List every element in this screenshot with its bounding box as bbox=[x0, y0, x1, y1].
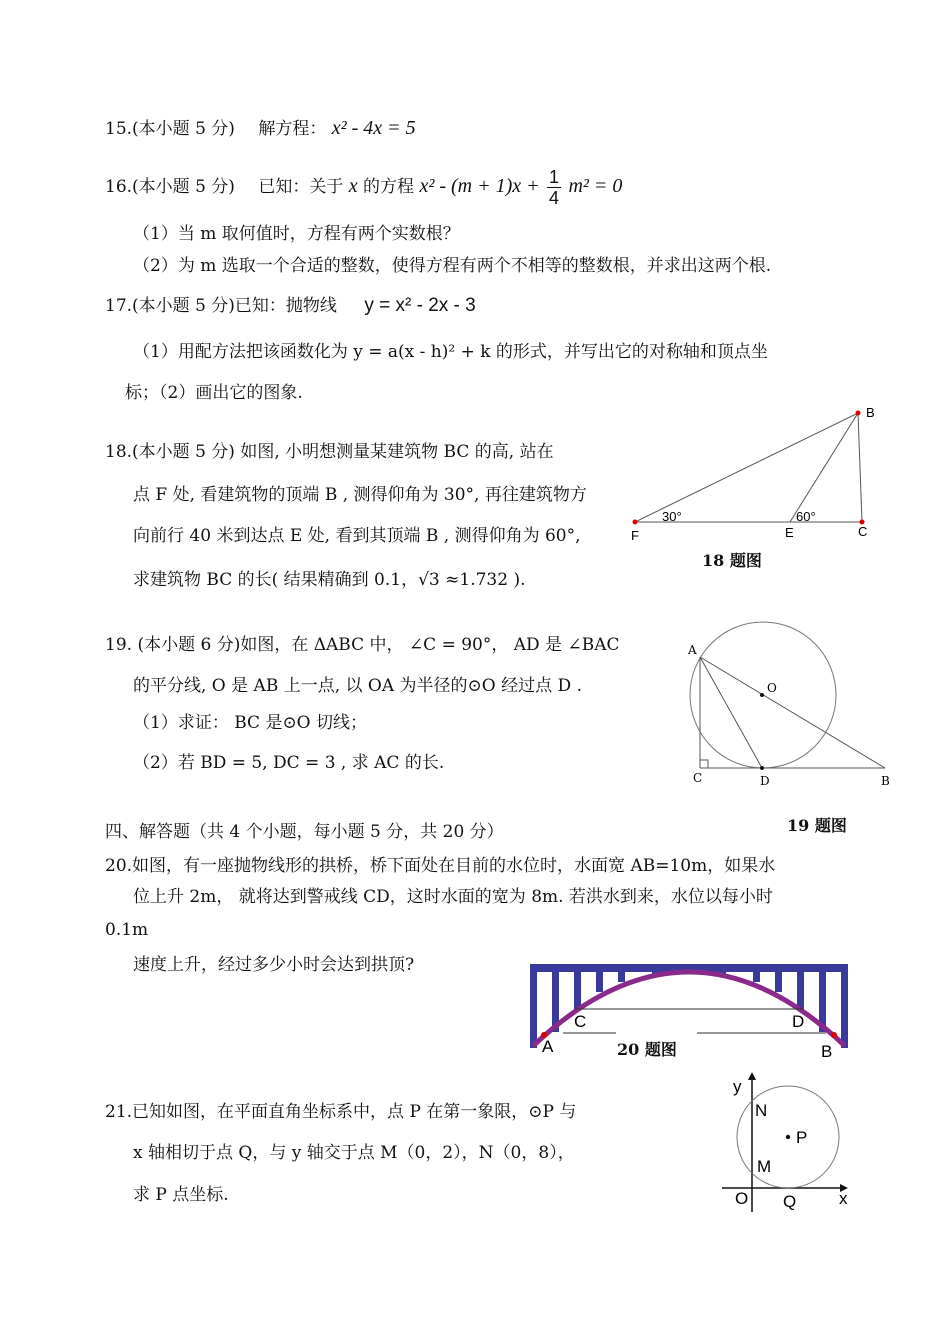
q16-text-a: 已知：关于 bbox=[258, 177, 344, 197]
q20-label-a: A bbox=[542, 1037, 554, 1056]
q19-line2: 的平分线, O 是 AB 上一点, 以 OA 为半径的⊙O 经过点 D . bbox=[133, 676, 582, 696]
q16-eq-a: x² - (m + 1)x + bbox=[419, 175, 540, 197]
q17-part1b: 标；（2）画出它的图象. bbox=[125, 383, 303, 403]
q18-angle-60: 60° bbox=[796, 509, 816, 524]
q20-label-c: C bbox=[574, 1012, 587, 1031]
q21-label-x: x bbox=[839, 1189, 848, 1208]
q19-label-a: A bbox=[688, 643, 697, 657]
q18-line4: 求建筑物 BC 的长( 结果精确到 0.1，√3 ≈1.732 ). bbox=[133, 570, 526, 590]
q20-line3: 0.1m bbox=[105, 920, 149, 940]
section4-heading: 四、解答题（共 4 个小题，每小题 5 分，共 20 分） bbox=[105, 822, 504, 842]
q18-label-c: C bbox=[858, 524, 868, 539]
q21-label-n: N bbox=[755, 1101, 768, 1120]
q15-equation: x² - 4x = 5 bbox=[331, 117, 416, 139]
q17-label: 17.(本小题 5 分)已知：抛物线 bbox=[105, 296, 337, 316]
q20-label-d: D bbox=[792, 1012, 805, 1031]
q21-label-o: O bbox=[735, 1189, 749, 1208]
q17-part1: （1）用配方法把该函数化为 y = a(x - h)² + k 的形式，并写出它的对称轴和顶点坐 bbox=[133, 342, 768, 362]
q20-line1: 20.如图，有一座抛物线形的拱桥，桥下面处在目前的水位时，水面宽 AB=10m，如果水 bbox=[105, 856, 776, 876]
q16-part2: （2）为 m 选取一个合适的整数，使得方程有两个不相等的整数根，并求出这两个根. bbox=[133, 256, 772, 276]
q19-line4: （2）若 BD = 5, DC = 3 , 求 AC 的长. bbox=[133, 753, 445, 773]
q16-part1: （1）当 m 取何值时，方程有两个实数根？ bbox=[133, 224, 460, 244]
q18-caption: 18 题图 bbox=[702, 551, 762, 570]
q15-label: 15.(本小题 5 分) bbox=[105, 119, 235, 139]
q19-label-b: B bbox=[881, 774, 890, 788]
q19-label-d: D bbox=[760, 774, 770, 788]
q21-label-p: P bbox=[796, 1128, 808, 1147]
q19-label-o: O bbox=[767, 681, 777, 695]
q16-frac-den: 4 bbox=[549, 188, 560, 208]
q21-label-y: y bbox=[733, 1077, 742, 1096]
q21-label-m: M bbox=[757, 1157, 772, 1176]
q16-frac-num: 1 bbox=[549, 167, 560, 187]
q17-equation: y = x² - 2x - 3 bbox=[364, 295, 476, 316]
q19-line3: （1）求证： BC 是⊙O 切线； bbox=[133, 713, 368, 733]
q21-line3: 求 P 点坐标. bbox=[133, 1185, 229, 1205]
q20-line2: 位上升 2m， 就将达到警戒线 CD，这时水面的宽为 8m. 若洪水到来，水位以每小时 bbox=[133, 887, 773, 907]
q16-label: 16.(本小题 5 分) bbox=[105, 177, 235, 197]
q16-var: x bbox=[348, 175, 358, 197]
q21-line2: x 轴相切于点 Q，与 y 轴交于点 M（0，2），N（0，8）， bbox=[133, 1143, 575, 1163]
q19-caption: 19 题图 bbox=[787, 816, 847, 835]
q16-text-b: 的方程 bbox=[363, 177, 415, 197]
q18-label-b: B bbox=[866, 405, 875, 420]
q18-line3: 向前行 40 米到达点 E 处, 看到其顶端 B , 测得仰角为 60°, bbox=[133, 526, 581, 546]
q15-text: 解方程： bbox=[258, 119, 327, 139]
q18-label-f: F bbox=[631, 528, 639, 543]
q20-line4: 速度上升，经过多少小时会达到拱顶? bbox=[133, 955, 415, 975]
q18-label-e: E bbox=[785, 525, 794, 540]
q21-line1: 21.已知如图，在平面直角坐标系中，点 P 在第一象限，⊙P 与 bbox=[105, 1102, 577, 1122]
q20-label-b: B bbox=[821, 1042, 833, 1061]
q18-angle-30: 30° bbox=[662, 509, 682, 524]
q18-line2: 点 F 处, 看建筑物的顶端 B , 测得仰角为 30°, 再往建筑物方 bbox=[133, 485, 587, 505]
q16-eq-b: m² = 0 bbox=[568, 175, 623, 197]
q20-caption: 20 题图 bbox=[617, 1040, 677, 1059]
q19-label-c: C bbox=[693, 771, 703, 785]
q21-label-q: Q bbox=[783, 1192, 797, 1211]
q18-line1: 18.(本小题 5 分) 如图, 小明想测量某建筑物 BC 的高, 站在 bbox=[105, 442, 554, 462]
q19-line1: 19. (本小题 6 分)如图，在 ΔABC 中， ∠C = 90°， AD 是 ∠BAC bbox=[105, 635, 620, 655]
